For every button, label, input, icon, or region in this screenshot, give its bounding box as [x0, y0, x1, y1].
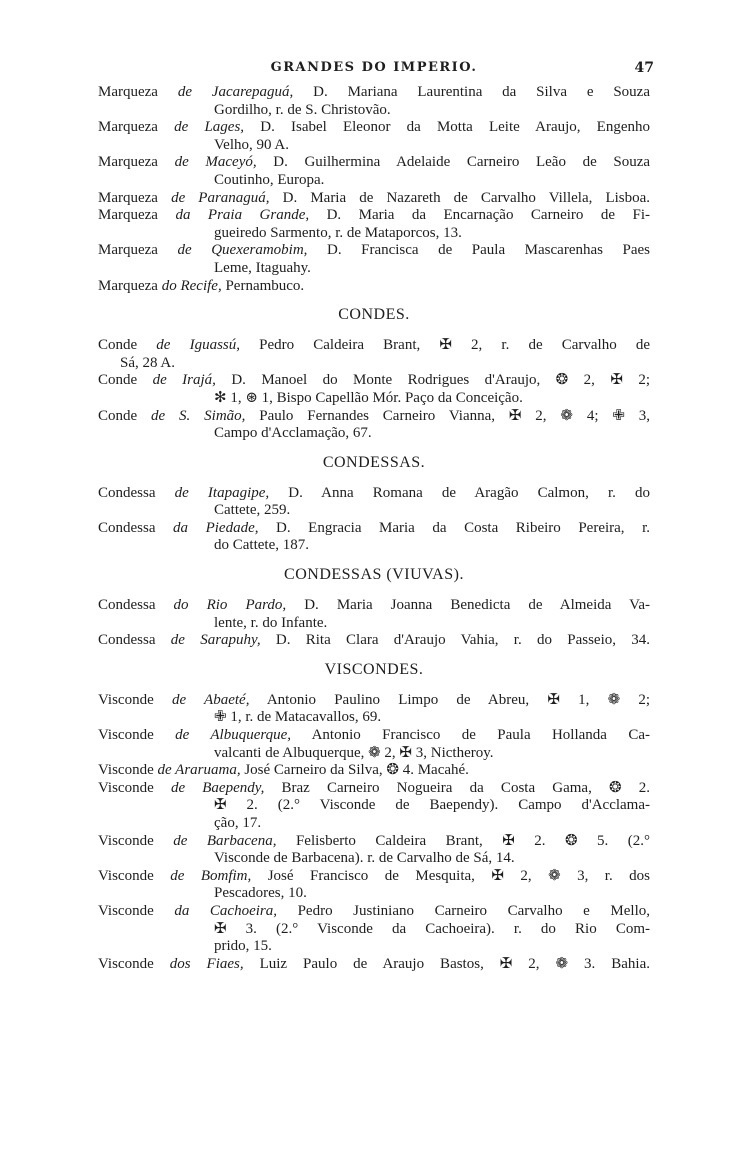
entry-text: Antonio Paulino Limpo de Abreu, ✠ 1, ❁ 2;	[266, 691, 650, 708]
entry-title: da Piedade,	[173, 519, 259, 536]
entry-continuation-line	[98, 921, 650, 939]
entry	[98, 956, 650, 974]
entry-text: D. Manoel do Monte Rodrigues d'Araujo, ❂ 2, ✠ 2;	[231, 372, 650, 389]
entry-continuation-line	[98, 425, 650, 443]
entry-title: de Lages,	[174, 119, 245, 136]
entry-continuation-line	[98, 502, 650, 520]
entry-text: Luiz Paulo de Araujo Bastos, ✠ 2, ❁ 3. Bahia.	[259, 955, 650, 972]
entry-continuation-line	[98, 102, 650, 120]
entry-title: da Cachoeira,	[174, 902, 277, 919]
entry	[98, 597, 650, 632]
section-heading: VISCONDES.	[324, 660, 424, 678]
page-number: 47	[634, 60, 654, 76]
running-title: GRANDES DO IMPERIO.	[270, 60, 478, 75]
running-head	[98, 58, 654, 84]
entry	[98, 278, 650, 296]
entry-text: Sá, 28 A.	[120, 354, 176, 371]
entry-text: Paulo Fernandes Carneiro Vianna, ✠ 2, ❁ 4; ✙ 3,	[259, 407, 651, 424]
entry-text: ✻ 1, ⊛ 1, Bispo Capellão Mór. Paço da Conceição.	[214, 389, 523, 406]
entry-text: Velho, 90 A.	[214, 136, 289, 153]
entry-title: de Baependy,	[170, 779, 265, 796]
entry-continuation-line	[98, 815, 650, 833]
section-heading: CONDESSAS (VIUVAS).	[284, 566, 464, 584]
entry-title: dos Fiaes,	[169, 955, 244, 972]
entry-text: lente, r. do Infante.	[214, 614, 328, 631]
entry-rank: Marqueza	[98, 242, 158, 259]
entry-text: D. Rita Clara d'Araujo Vahia, r. do Passeio, 34.	[275, 632, 651, 649]
entry-text: Felisberto Caldeira Brant, ✠ 2. ❂ 5. (2.°	[295, 832, 651, 849]
entry-rank: Visconde	[98, 727, 154, 744]
section	[98, 660, 650, 974]
entry	[98, 207, 650, 242]
entry-rank: Visconde	[98, 779, 154, 796]
section	[98, 565, 650, 650]
entry-text: Cattete, 259.	[214, 502, 291, 519]
entry-title: de Jacarepaguá,	[177, 84, 294, 100]
entry-continuation-line	[98, 885, 650, 903]
section	[98, 84, 650, 295]
entry-continuation-line	[98, 172, 650, 190]
entry-first-line	[98, 84, 650, 102]
entry	[98, 84, 650, 119]
entry-first-line	[98, 597, 650, 615]
entry-text: José Francisco de Mesquita, ✠ 2, ❁ 3, r. dos	[267, 867, 651, 884]
entry-text: ✙ 1, r. de Matacavallos, 69.	[214, 709, 382, 726]
entry-title: de Albuquerque,	[175, 727, 292, 744]
entry-continuation-line	[98, 797, 650, 815]
entry-text: Antonio Francisco de Paula Hollanda Ca-	[311, 727, 650, 744]
entry-text: Leme, Itaguahy.	[214, 259, 311, 276]
entry-first-line	[98, 190, 650, 208]
entry	[98, 520, 650, 555]
entry	[98, 632, 650, 650]
entry	[98, 868, 650, 903]
entry-title: de Sarapuhy,	[170, 632, 261, 649]
entry-first-line	[98, 520, 650, 538]
entry-text: D. Mariana Laurentina da Silva e Souza	[313, 84, 650, 100]
entry-title: de Bomfim,	[170, 867, 252, 884]
entry-first-line	[98, 833, 650, 851]
entry-rank: Condessa	[98, 632, 156, 649]
entry-continuation-line	[98, 355, 650, 373]
entry	[98, 692, 650, 727]
entry-continuation-line	[98, 225, 650, 243]
entry-rank: Marqueza	[98, 189, 158, 206]
entry-first-line	[98, 868, 650, 886]
section	[98, 305, 650, 443]
entry-text: ✠ 3. (2.° Visconde da Cachoeira). r. do Rio Com-	[214, 920, 650, 937]
entry-text: D. Isabel Eleonor da Motta Leite Araujo, Engenho	[260, 119, 651, 136]
entry-rank: Marqueza	[98, 84, 158, 100]
section	[98, 453, 650, 555]
entry-continuation-line	[98, 938, 650, 956]
entry-title: de Araruama,	[157, 762, 241, 779]
entry-rank: Visconde	[98, 832, 154, 849]
entry	[98, 337, 650, 372]
entry-text: ção, 17.	[214, 815, 262, 831]
entry-continuation-line	[98, 137, 650, 155]
entry-text: Visconde de Barbacena). r. de Carvalho de Sá, 14.	[214, 850, 515, 867]
entry-rank: Marqueza	[98, 154, 158, 171]
entry-rank: Visconde	[98, 955, 154, 972]
entry	[98, 727, 650, 762]
entry-first-line	[98, 632, 650, 650]
entry	[98, 190, 650, 208]
entry-continuation-line	[98, 709, 650, 727]
entry-text: Pernambuco.	[225, 277, 305, 294]
entry-text: D. Anna Romana de Aragão Calmon, r. do	[288, 484, 651, 501]
entry-text: José Carneiro da Silva, ❂ 4. Macahé.	[244, 762, 469, 779]
entry-first-line	[98, 337, 650, 355]
entry-text: valcanti de Albuquerque, ❁ 2, ✠ 3, Nictheroy.	[214, 744, 494, 761]
entry	[98, 154, 650, 189]
entry-rank: Visconde	[98, 902, 154, 919]
entry-text: Braz Carneiro Nogueira da Costa Gama, ❂ 2.	[281, 779, 650, 796]
entry-rank: Conde	[98, 407, 138, 424]
entry-first-line	[98, 762, 650, 780]
entry	[98, 372, 650, 407]
entry-rank: Visconde	[98, 691, 154, 708]
entry-text: Campo d'Acclamação, 67.	[214, 425, 372, 442]
entry-text: gueiredo Sarmento, r. de Mataporcos, 13.	[214, 224, 462, 241]
entry-first-line	[98, 903, 650, 921]
entry-text: D. Guilhermina Adelaide Carneiro Leão de Souza	[273, 154, 651, 171]
entry-text: D. Engracia Maria da Costa Ribeiro Pereira, r.	[276, 519, 651, 536]
book-page	[98, 58, 654, 973]
entry-text: Gordilho, r. de S. Christovão.	[214, 101, 391, 118]
entry-first-line	[98, 207, 650, 225]
entry-first-line	[98, 372, 650, 390]
entry-first-line	[98, 956, 650, 974]
entry	[98, 780, 650, 833]
entry-continuation-line	[98, 537, 650, 555]
entry-title: de Barbacena,	[173, 832, 277, 849]
entry-continuation-line	[98, 260, 650, 278]
entry-text: Coutinho, Europa.	[214, 171, 325, 188]
entry	[98, 242, 650, 277]
entry-first-line	[98, 727, 650, 745]
entry-text: ✠ 2. (2.° Visconde de Baependy). Campo d'Acclama-	[214, 797, 650, 814]
entry-first-line	[98, 408, 650, 426]
entry-title: do Rio Pardo,	[173, 597, 287, 614]
page-body	[98, 84, 650, 973]
entry-title: da Praia Grande,	[175, 207, 310, 224]
entry-first-line	[98, 485, 650, 503]
entry-title: de S. Simão,	[151, 407, 246, 424]
entry	[98, 833, 650, 868]
entry-title: de Quexeramobim,	[177, 242, 308, 259]
entry-first-line	[98, 154, 650, 172]
entry-text: D. Maria Joanna Benedicta de Almeida Va-	[304, 597, 651, 614]
entry-continuation-line	[98, 745, 650, 763]
entry-first-line	[98, 119, 650, 137]
entry-continuation-line	[98, 850, 650, 868]
entry	[98, 903, 650, 956]
entry	[98, 485, 650, 520]
entry	[98, 119, 650, 154]
entry-continuation-line	[98, 615, 650, 633]
entry-first-line	[98, 278, 650, 296]
entry-title: de Irajá,	[152, 372, 216, 389]
entry-first-line	[98, 242, 650, 260]
entry-rank: Condessa	[98, 484, 156, 501]
entry-text: D. Maria da Encarnação Carneiro de Fi-	[326, 207, 650, 224]
entry-title: de Itapagipe,	[174, 484, 270, 501]
entry-rank: Condessa	[98, 597, 156, 614]
entry-text: prido, 15.	[214, 938, 272, 955]
entry-rank: Visconde	[98, 867, 154, 884]
entry-title: de Paranaguá,	[171, 189, 270, 206]
entry-continuation-line	[98, 390, 650, 408]
entry-rank: Marqueza	[98, 207, 158, 224]
entry-first-line	[98, 692, 650, 710]
entry-rank: Marqueza	[98, 119, 158, 136]
section-heading: CONDES.	[338, 306, 410, 324]
entry-text: Pescadores, 10.	[214, 885, 307, 902]
entry-rank: Conde	[98, 337, 138, 354]
entry-first-line	[98, 780, 650, 798]
entry	[98, 408, 650, 443]
section-heading: CONDESSAS.	[322, 453, 426, 471]
entry-title: de Abaeté,	[171, 691, 250, 708]
entry-title: de Maceyó,	[174, 154, 257, 171]
entry-title: de Iguassú,	[156, 337, 240, 354]
entry-title: do Recife,	[161, 277, 222, 294]
entry-rank: Visconde	[98, 762, 154, 779]
entry-text: Pedro Caldeira Brant, ✠ 2, r. de Carvalho de	[259, 337, 651, 354]
entry-text: D. Maria de Nazareth de Carvalho Villela, Lisboa.	[282, 189, 651, 206]
entry-text: do Cattete, 187.	[214, 537, 309, 554]
entry-text: D. Francisca de Paula Mascarenhas Paes	[326, 242, 650, 259]
entry	[98, 762, 650, 780]
entry-rank: Conde	[98, 372, 138, 389]
entry-text: Pedro Justiniano Carneiro Carvalho e Mello,	[297, 902, 650, 919]
entry-rank: Marqueza	[98, 277, 158, 294]
entry-rank: Condessa	[98, 519, 156, 536]
